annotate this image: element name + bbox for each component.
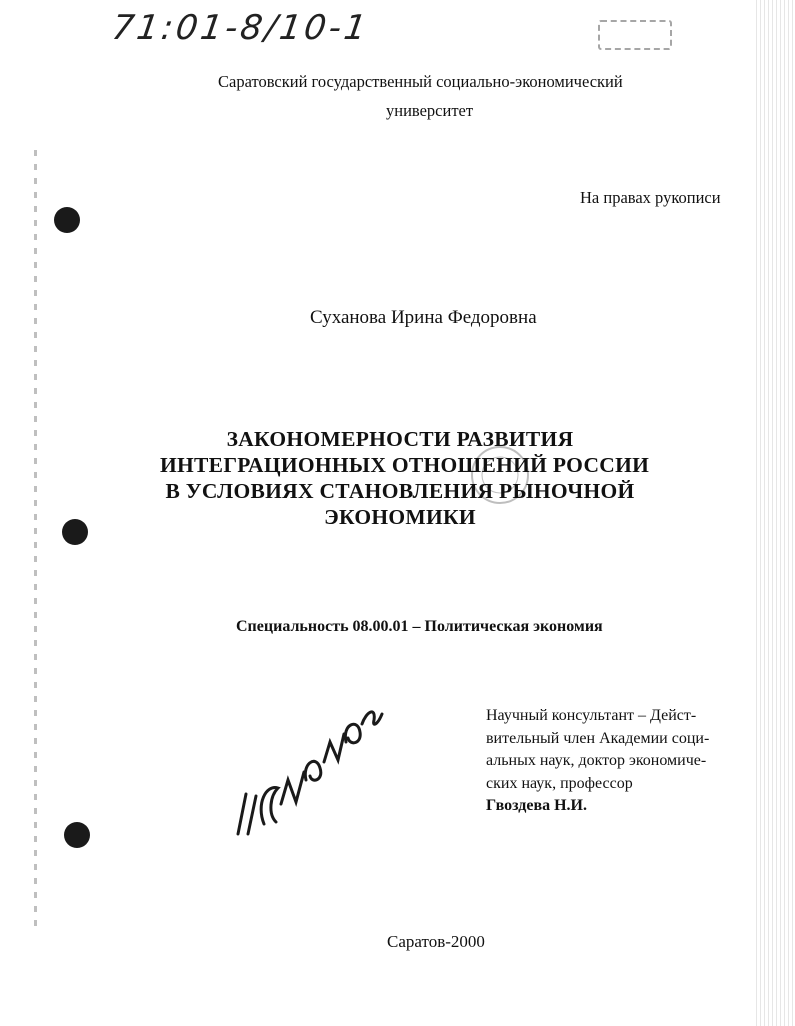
title-line: В УСЛОВИЯХ СТАНОВЛЕНИЯ РЫНОЧНОЙ [165, 479, 635, 503]
title-line: ЗАКОНОМЕРНОСТИ РАЗВИТИЯ [226, 427, 574, 451]
library-stamp [598, 20, 672, 50]
manuscript-rights: На правах рукописи [580, 188, 721, 207]
author-signature [226, 684, 386, 854]
title-line: ИНТЕГРАЦИОННЫХ ОТНОШЕНИЙ РОССИИ [160, 453, 650, 477]
city-year: Саратов-2000 [387, 932, 485, 951]
consultant-line: ских наук, профессор [486, 774, 633, 792]
consultant-name: Гвоздева Н.И. [486, 797, 587, 814]
university-name-cont: университет [386, 101, 474, 120]
title-line: ЭКОНОМИКИ [324, 505, 476, 529]
specialty: Специальность 08.00.01 – Политическая экономия [236, 618, 603, 635]
scan-edge-artifact [753, 0, 795, 1026]
consultant-line: вительный член Академии соци- [486, 729, 710, 747]
consultant-line: альных наук, доктор экономиче- [486, 752, 707, 769]
university-name: Саратовский государственный социально-экономический [218, 72, 623, 91]
scientific-consultant [486, 705, 756, 818]
binder-hole [54, 207, 80, 233]
binder-hole [64, 822, 90, 848]
bleed-through-stamp [460, 440, 540, 510]
consultant-line: Научный консультант – Дейст- [486, 707, 697, 724]
thesis-title [160, 426, 650, 530]
scan-edge-artifact-left [34, 150, 37, 930]
author-name: Суханова Ирина Федоровна [310, 307, 537, 328]
handwritten-call-number: 71:01-8/10-1 [109, 8, 372, 48]
binder-hole [62, 519, 88, 545]
